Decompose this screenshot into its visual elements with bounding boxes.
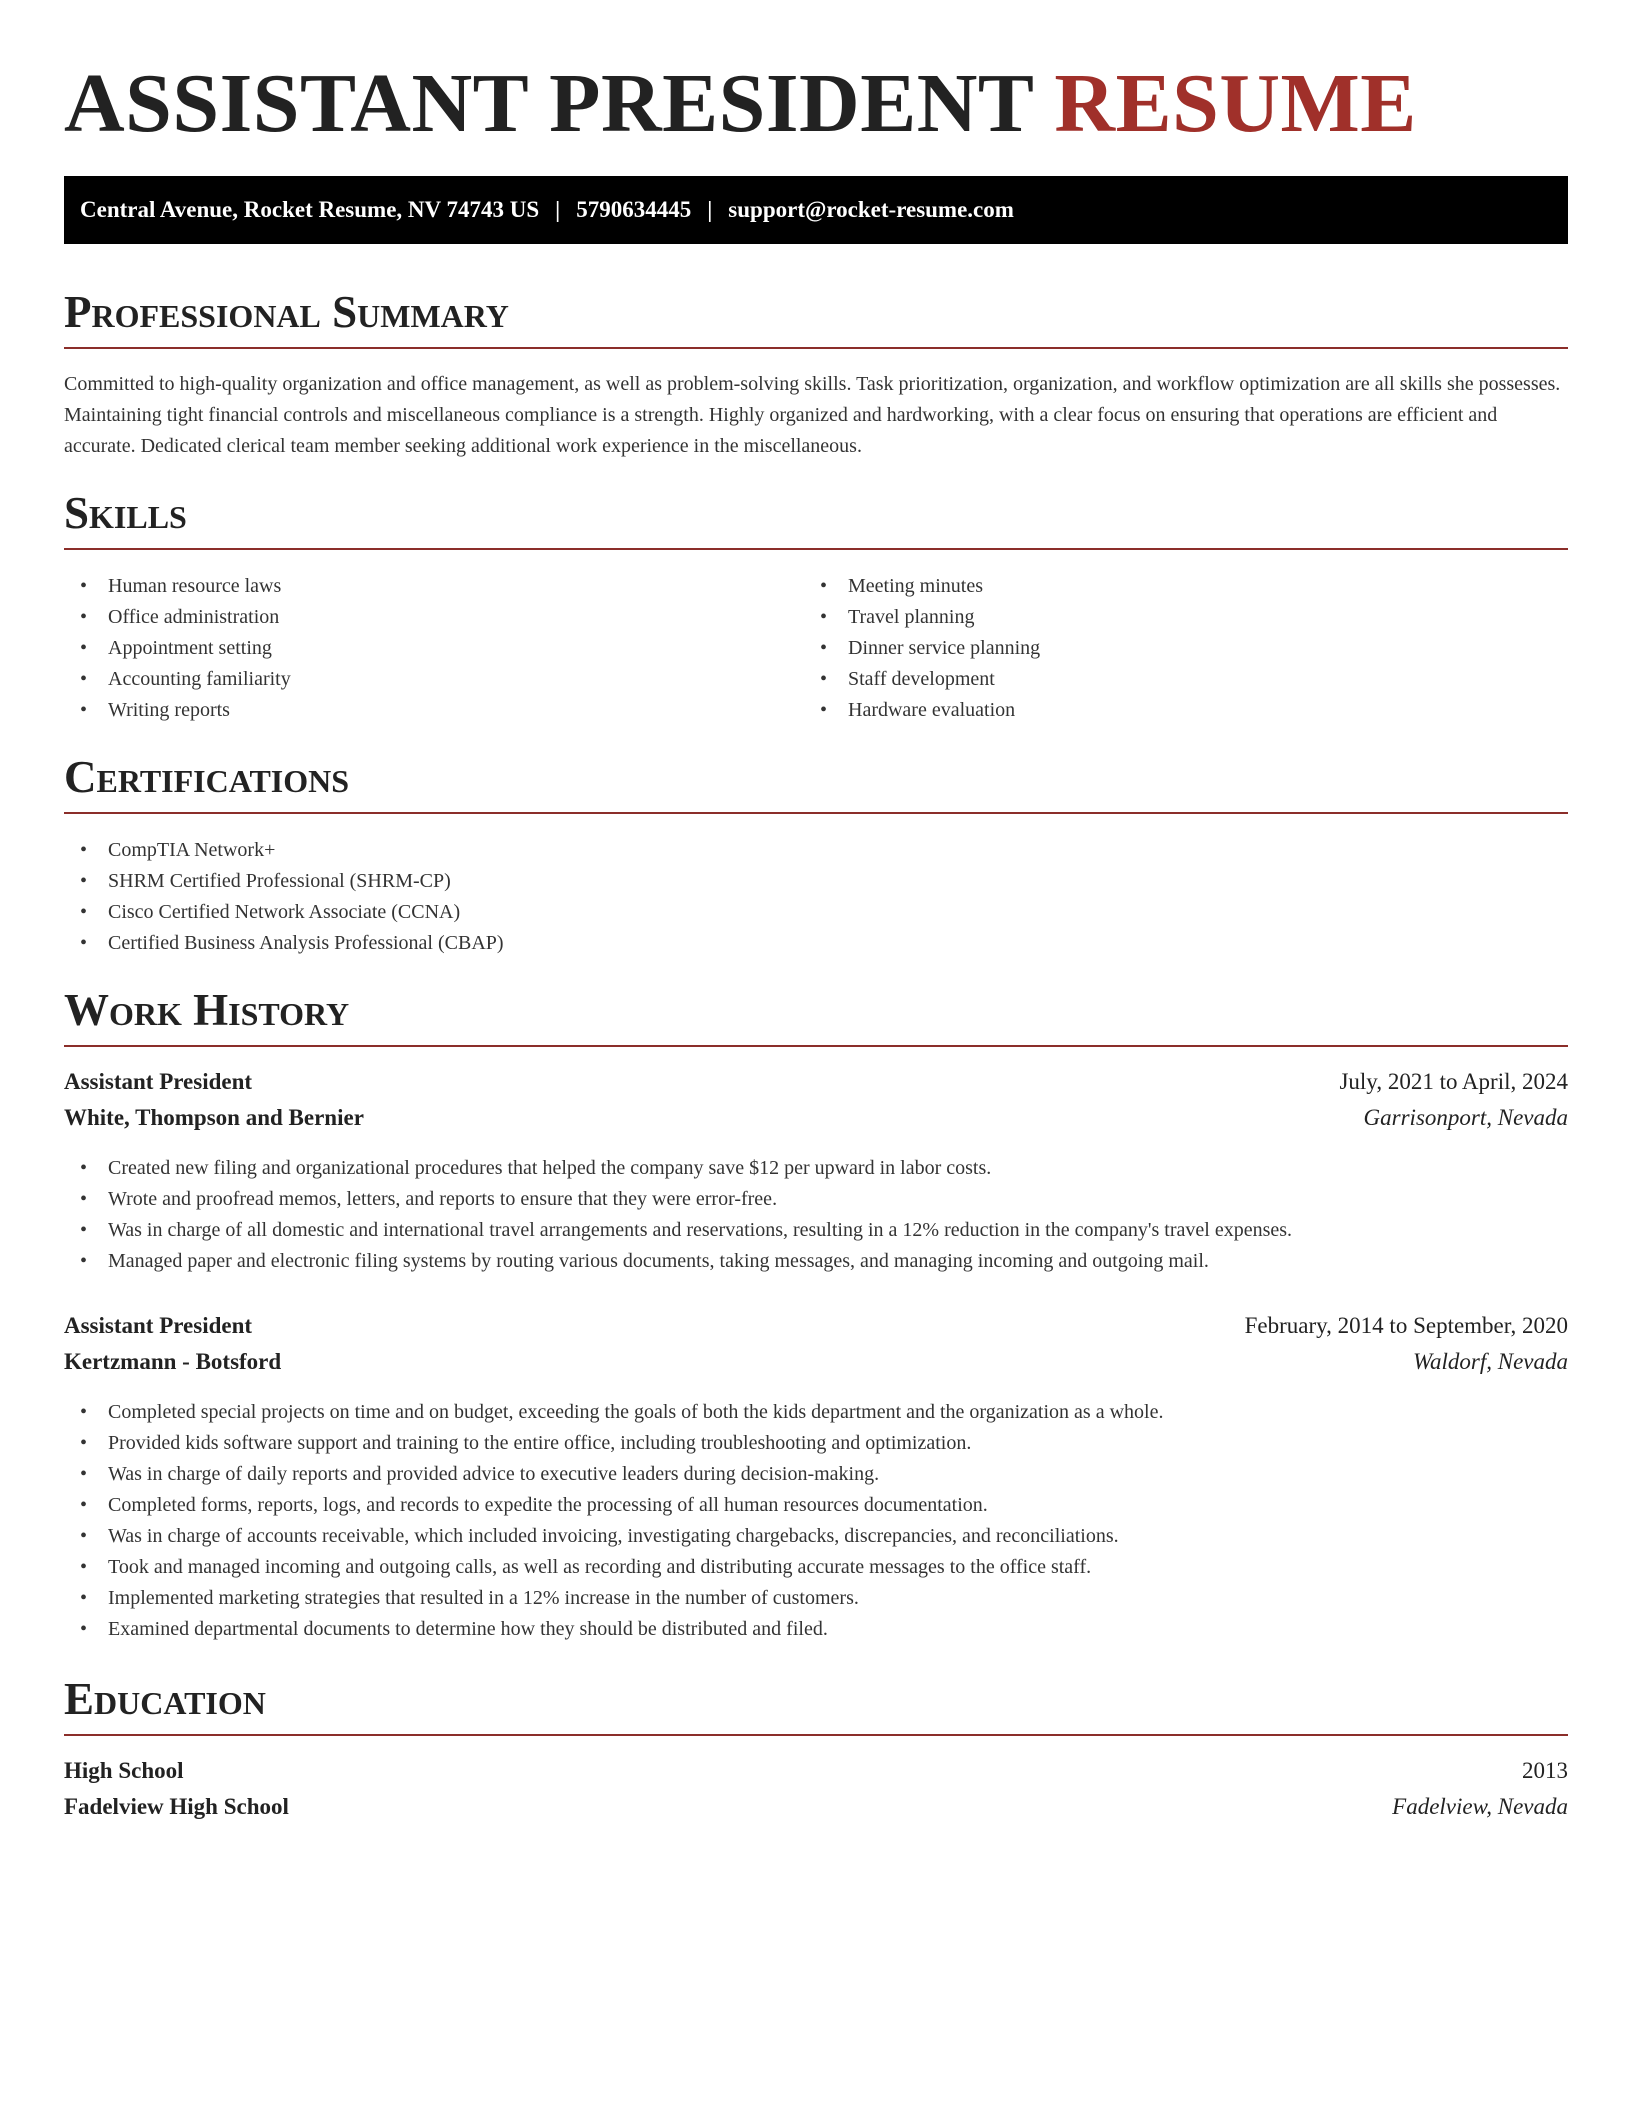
- title-main: ASSISTANT PRESIDENT: [64, 57, 1033, 150]
- job-company: Kertzmann - Botsford: [64, 1349, 282, 1374]
- skill-item: • Office administration: [64, 602, 804, 633]
- skills-heading: Skills: [64, 488, 1568, 550]
- job-dates: February, 2014 to September, 2020: [1244, 1313, 1568, 1338]
- resume-title: [64, 56, 1417, 152]
- job-title: Assistant President: [64, 1069, 253, 1094]
- job-header-row: [64, 1069, 1568, 1105]
- job-bullet: • Provided kids software support and training to the entire office, including troubleshooting and optimization.: [64, 1428, 1568, 1459]
- job-title: Assistant President: [64, 1313, 253, 1338]
- skill-item: • Dinner service planning: [804, 633, 1544, 664]
- job-bullet: • Took and managed incoming and outgoing calls, as well as recording and distributing accurate messages to the office staff.: [64, 1552, 1568, 1583]
- education-header-row: [64, 1758, 1568, 1794]
- job-bullets: [64, 1153, 1568, 1277]
- skills-list-right: [804, 571, 1544, 726]
- education-entry: [64, 1758, 1568, 1830]
- job-entry: [64, 1069, 1568, 1277]
- education-degree: High School: [64, 1758, 184, 1783]
- job-bullet: • Wrote and proofread memos, letters, and reports to ensure that they were error-free.: [64, 1184, 1568, 1215]
- certification-item: • SHRM Certified Professional (SHRM-CP): [64, 866, 1568, 897]
- skill-item: • Accounting familiarity: [64, 664, 804, 695]
- title-accent: RESUME: [1054, 57, 1417, 150]
- job-header-row: [64, 1313, 1568, 1349]
- job-entry: [64, 1313, 1568, 1645]
- contact-address: Central Avenue, Rocket Resume, NV 74743 US: [80, 197, 540, 222]
- skill-item: • Meeting minutes: [804, 571, 1544, 602]
- certification-item: • Cisco Certified Network Associate (CCNA): [64, 897, 1568, 928]
- certification-item: • CompTIA Network+: [64, 835, 1568, 866]
- contact-separator: |: [555, 197, 561, 222]
- job-dates: July, 2021 to April, 2024: [1339, 1069, 1568, 1094]
- skill-item: • Hardware evaluation: [804, 695, 1544, 726]
- skills-list-left: [64, 571, 804, 726]
- summary-heading: Professional Summary: [64, 287, 1568, 349]
- education-school-row: [64, 1794, 1568, 1830]
- skill-item: • Travel planning: [804, 602, 1544, 633]
- certifications-heading: Certifications: [64, 752, 1568, 814]
- job-bullet: • Examined departmental documents to determine how they should be distributed and filed.: [64, 1614, 1568, 1645]
- job-bullet: • Managed paper and electronic filing systems by routing various documents, taking messages, and managing incoming and outgoing mail.: [64, 1246, 1568, 1277]
- job-bullet: • Completed special projects on time and on budget, exceeding the goals of both the kids department and the organization as a whole.: [64, 1397, 1568, 1428]
- contact-email[interactable]: support@rocket-resume.com: [728, 197, 1014, 222]
- work-history-heading: Work History: [64, 985, 1568, 1047]
- job-bullets: [64, 1397, 1568, 1645]
- contact-bar: [64, 176, 1568, 244]
- contact-separator: |: [707, 197, 713, 222]
- job-bullet: • Was in charge of all domestic and international travel arrangements and reservations, resulting in a 12% reduction in the company's travel expenses.: [64, 1215, 1568, 1246]
- job-bullet: • Completed forms, reports, logs, and records to expedite the processing of all human resources documentation.: [64, 1490, 1568, 1521]
- certification-item: • Certified Business Analysis Professional (CBAP): [64, 928, 1568, 959]
- job-company: White, Thompson and Bernier: [64, 1105, 364, 1130]
- job-company-row: [64, 1105, 1568, 1141]
- job-location: Waldorf, Nevada: [1412, 1349, 1568, 1374]
- skill-item: • Writing reports: [64, 695, 804, 726]
- job-location: Garrisonport, Nevada: [1363, 1105, 1568, 1130]
- job-bullet: • Created new filing and organizational procedures that helped the company save $12 per upward in labor costs.: [64, 1153, 1568, 1184]
- education-location: Fadelview, Nevada: [1392, 1794, 1568, 1819]
- job-company-row: [64, 1349, 1568, 1385]
- job-bullet: • Was in charge of daily reports and provided advice to executive leaders during decision-making.: [64, 1459, 1568, 1490]
- education-year: 2013: [1522, 1758, 1568, 1783]
- education-school: Fadelview High School: [64, 1794, 289, 1819]
- job-bullet: • Implemented marketing strategies that resulted in a 12% increase in the number of customers.: [64, 1583, 1568, 1614]
- certifications-list: [64, 835, 1568, 959]
- skill-item: • Appointment setting: [64, 633, 804, 664]
- summary-text: Committed to high-quality organization and office management, as well as problem-solving skills. Task prioritization, organization, and workflow optimization are all skills she possesses. Maintaining tight financial controls and miscellaneous compliance is a strength. Highly organized and hardworking, with a clear focus on ensuring that operations are efficient and accurate. Dedicated clerical team member seeking additional work experience in the miscellaneous.: [64, 373, 1561, 457]
- job-bullet: • Was in charge of accounts receivable, which included invoicing, investigating chargebacks, discrepancies, and reconciliations.: [64, 1521, 1568, 1552]
- skill-item: • Human resource laws: [64, 571, 804, 602]
- skill-item: • Staff development: [804, 664, 1544, 695]
- contact-phone[interactable]: 5790634445: [576, 197, 692, 222]
- education-heading: Education: [64, 1674, 1568, 1736]
